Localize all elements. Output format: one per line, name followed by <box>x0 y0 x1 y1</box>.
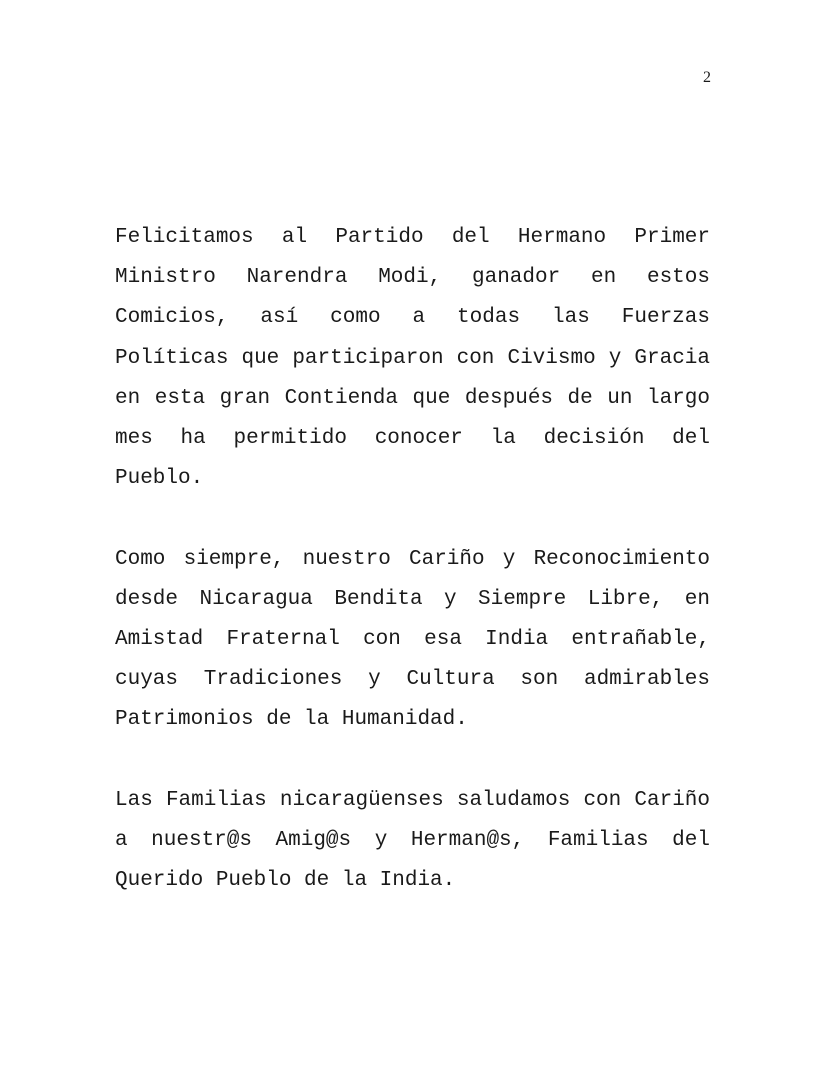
paragraph-recognition: Como siempre, nuestro Cariño y Reconocimiento desde Nicaragua Bendita y Siempre Libre, en Amistad Fraternal con esa India entrañable, cuyas Tradiciones y Cultura son admirables Patrimonios de la Humanidad. <box>115 547 710 732</box>
page-number: 2 <box>703 69 711 86</box>
paragraph-congratulations: Felicitamos al Partido del Hermano Primer Ministro Narendra Modi, ganador en estos Comicios, así como a todas las Fuerzas Políticas que participaron con Civismo y Gracia en esta gran Contienda que después de un largo mes ha permitido conocer la decisión del Pueblo. <box>115 226 710 491</box>
letter-body <box>115 218 710 901</box>
paragraph-greetings: Las Familias nicaragüenses saludamos con Cariño a nuestr@s Amig@s y Herman@s, Familias del Querido Pueblo de la India. <box>115 788 710 893</box>
